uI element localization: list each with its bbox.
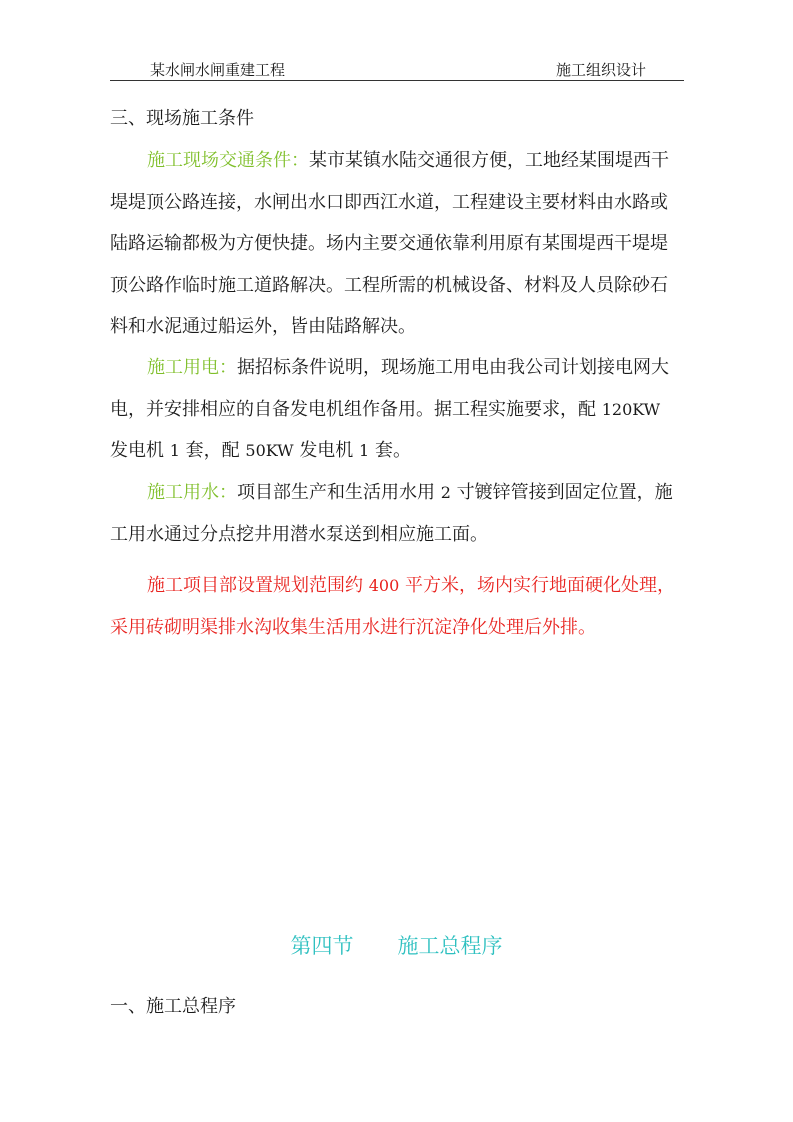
section-name: 施工总程序: [397, 934, 503, 958]
text-power-50kw: 50KW: [245, 441, 294, 460]
paragraph-traffic: [110, 140, 675, 348]
text-traffic: 某市某镇水陆交通很方便，工地经某围堤西干堤堤顶公路连接，水闸出水口即西江水道，工程建设主要材料由水路或陆路运输都极为方便快捷。场内主要交通依靠利用原有某围堤西干堤堤顶公路作临时施工道路解决。工程所需的机械设备、材料及人员除砂石料和水泥通过船运外，皆由陆路解决。: [110, 150, 669, 337]
header-doc-type: 施工组织设计: [555, 61, 646, 79]
text-power-qty-2: 1: [359, 441, 370, 460]
section-heading-site-conditions: 三、现场施工条件: [110, 108, 254, 129]
text-water-1: 项目部生产和生活用水用: [237, 482, 435, 503]
text-power-5: 套。: [374, 440, 411, 461]
label-water: 施工用水：: [147, 482, 237, 503]
section-number: 第四节: [290, 934, 354, 958]
text-power-120kw: 120KW: [601, 399, 661, 419]
text-site-2: 平方米，场内实行地面硬化处理，采用砖砌明渠排水沟收集生活用水进行沉淀净化处理后外排。: [110, 575, 676, 638]
label-traffic: 施工现场交通条件：: [147, 150, 309, 171]
text-power-3: 套，配: [185, 440, 240, 461]
page-header: [110, 58, 684, 81]
paragraph-water: [110, 472, 675, 555]
text-water-inch: 2: [440, 483, 451, 502]
text-site-area: 400: [368, 576, 400, 595]
section-title-4: [0, 930, 793, 960]
text-power-1: 据招标条件说明，现场施工用电由我公司计划接电网大电，并安排相应的自备发电机组作备用。据工程实施要求，配: [110, 357, 669, 420]
paragraph-power: [110, 347, 675, 472]
text-power-qty-1: 1: [169, 441, 180, 460]
text-power-2: 发电机: [110, 440, 164, 461]
header-project-name: 某水闸水闸重建工程: [150, 61, 286, 79]
text-water-2: 寸镀锌管接到固定位置，施工用水通过分点挖井用潜水泵送到相应施工面。: [110, 482, 673, 545]
text-power-4: 发电机: [299, 440, 354, 461]
text-site-1: 施工项目部设置规划范围约: [147, 575, 363, 596]
subsection-heading-general-procedure: 一、施工总程序: [110, 996, 236, 1017]
paragraph-site-layout: [110, 565, 675, 648]
label-power: 施工用电：: [147, 357, 237, 378]
